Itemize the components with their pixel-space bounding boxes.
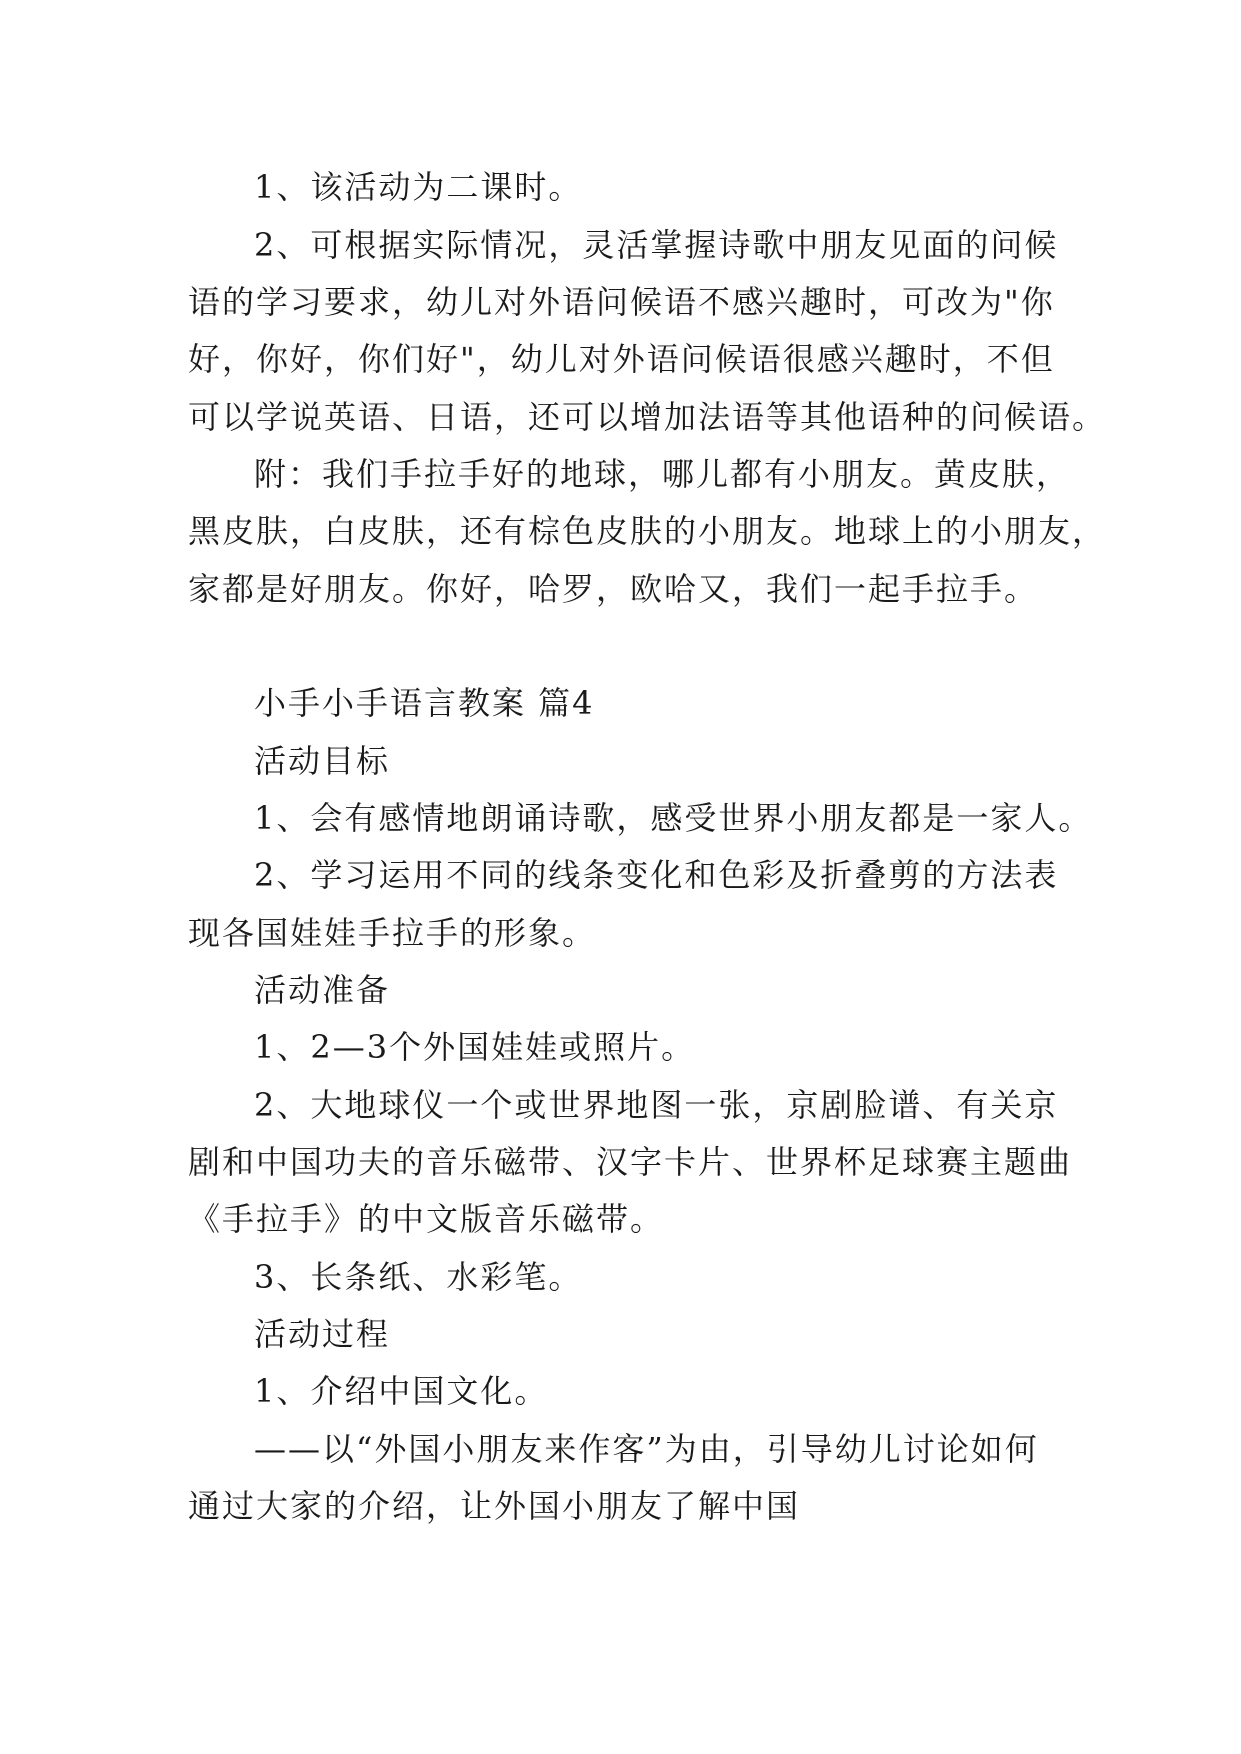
note-line-1: 1、该活动为二课时。 <box>254 168 583 206</box>
note-line-2: 2、可根据实际情况，灵活掌握诗歌中朋友见面的问候 <box>254 226 1059 264</box>
note-line-2-cont-3: 可以学说英语、日语，还可以增加法语等其他语种的问候语。 <box>188 398 1107 436</box>
appendix-line-2: 黑皮肤，白皮肤，还有棕色皮肤的小朋友。地球上的小朋友， <box>188 512 1107 550</box>
process-item-1: 1、介绍中国文化。 <box>254 1372 549 1410</box>
prep-item-1: 1、2—3个外国娃娃或照片。 <box>254 1028 696 1066</box>
note-line-2-cont-1: 语的学习要求，幼儿对外语问候语不感兴趣时，可改为"你 <box>188 283 1055 321</box>
heading-goals: 活动目标 <box>254 742 391 780</box>
goal-item-2: 2、学习运用不同的线条变化和色彩及折叠剪的方法表 <box>254 856 1059 894</box>
process-detail-1-cont: 通过大家的介绍，让外国小朋友了解中国 <box>188 1487 801 1525</box>
heading-process: 活动过程 <box>254 1315 391 1353</box>
goal-item-1: 1、会有感情地朗诵诗歌，感受世界小朋友都是一家人。 <box>254 799 1093 837</box>
prep-item-2-cont-2: 《手拉手》的中文版音乐磁带。 <box>188 1200 665 1238</box>
goal-item-2-cont: 现各国娃娃手拉手的形象。 <box>188 914 597 952</box>
prep-item-2: 2、大地球仪一个或世界地图一张，京剧脸谱、有关京 <box>254 1086 1059 1124</box>
process-detail-1: ——以“外国小朋友来作客”为由，引导幼儿讨论如何 <box>254 1430 1039 1468</box>
section-title: 小手小手语言教案 篇4 <box>254 684 595 722</box>
appendix-line-1: 附：我们手拉手好的地球，哪儿都有小朋友。黄皮肤， <box>254 455 1071 493</box>
note-line-2-cont-2: 好，你好，你们好"，幼儿对外语问候语很感兴趣时，不但 <box>188 340 1055 378</box>
heading-preparation: 活动准备 <box>254 971 391 1009</box>
prep-item-3: 3、长条纸、水彩笔。 <box>254 1258 583 1296</box>
appendix-line-3: 家都是好朋友。你好，哈罗，欧哈又，我们一起手拉手。 <box>188 570 1039 608</box>
prep-item-2-cont-1: 剧和中国功夫的音乐磁带、汉字卡片、世界杯足球赛主题曲 <box>188 1143 1073 1181</box>
